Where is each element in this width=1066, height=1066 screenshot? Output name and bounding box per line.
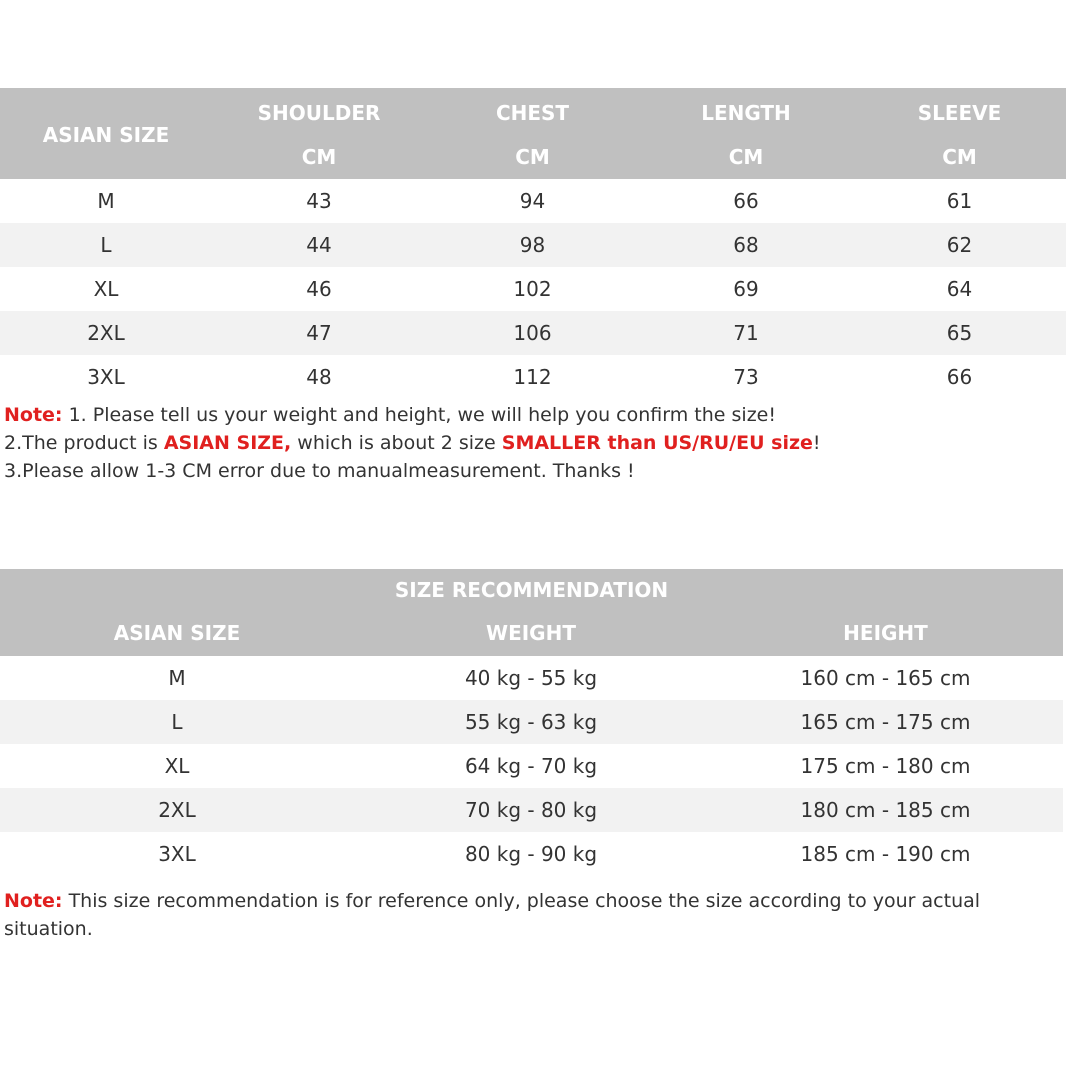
shoulder-cell: 47 — [212, 311, 426, 355]
col-header-asian-size: ASIAN SIZE — [42, 122, 170, 147]
table-row — [0, 700, 1063, 744]
size-cell: L — [0, 700, 354, 744]
length-cell: 71 — [639, 311, 853, 355]
table-row — [0, 788, 1063, 832]
size-notes — [4, 401, 1064, 485]
sleeve-cell: 64 — [946, 277, 973, 301]
chest-cell: 98 — [426, 223, 639, 267]
size-chart-table — [0, 88, 1066, 399]
smaller-size-highlight: SMALLER than US/RU/EU size — [501, 432, 813, 454]
unit-label: CM — [515, 145, 550, 169]
table-row — [0, 355, 1066, 399]
size-cell: M — [168, 666, 186, 690]
length-cell: 66 — [733, 189, 759, 213]
note-line-2 — [4, 429, 1064, 457]
chest-cell: 94 — [519, 189, 546, 213]
table-row — [0, 179, 1066, 223]
note-line-1 — [4, 401, 1064, 429]
height-cell: 180 cm - 185 cm — [708, 788, 1063, 832]
weight-cell: 40 kg - 55 kg — [464, 666, 598, 690]
col-header-height: HEIGHT — [843, 621, 928, 645]
recommendation-title: SIZE RECOMMENDATION — [394, 577, 669, 602]
size-cell: XL — [164, 754, 190, 778]
length-cell: 69 — [733, 277, 759, 301]
height-cell: 185 cm - 190 cm — [800, 842, 971, 866]
size-cell: 3XL — [87, 365, 125, 389]
table-row — [0, 311, 1066, 355]
size-cell: M — [97, 189, 115, 213]
sleeve-cell: 65 — [853, 311, 1066, 355]
recommendation-title-row — [0, 569, 1063, 610]
col-header-shoulder: SHOULDER — [257, 100, 381, 125]
col-header-length: LENGTH — [701, 100, 791, 125]
col-header-chest: CHEST — [495, 100, 570, 125]
note-line-3: 3.Please allow 1-3 CM error due to manualmeasurement. Thanks ! — [4, 460, 635, 482]
weight-cell: 55 kg - 63 kg — [354, 700, 708, 744]
note-text: 2.The product is — [4, 432, 164, 454]
note-text: ! — [812, 432, 821, 454]
table-row — [0, 656, 1063, 700]
length-cell: 73 — [733, 365, 759, 389]
chest-cell: 106 — [426, 311, 639, 355]
weight-cell: 70 kg - 80 kg — [354, 788, 708, 832]
shoulder-cell: 44 — [212, 223, 426, 267]
col-header-asian-size: ASIAN SIZE — [113, 621, 241, 645]
sleeve-cell: 66 — [946, 365, 973, 389]
size-cell: 2XL — [0, 788, 354, 832]
table-row — [0, 832, 1063, 876]
sleeve-cell: 62 — [853, 223, 1066, 267]
note-text: which is about 2 size — [291, 432, 502, 454]
note-label: Note: — [4, 890, 63, 912]
size-chart-header-row — [0, 88, 1066, 135]
chest-cell: 112 — [513, 365, 552, 389]
col-header-sleeve: SLEEVE — [917, 100, 1002, 125]
size-cell: 3XL — [158, 842, 196, 866]
recommendation-note — [4, 887, 1004, 943]
height-cell: 175 cm - 180 cm — [800, 754, 971, 778]
note-text: 1. Please tell us your weight and height, we will help you confirm the size! — [62, 404, 776, 426]
size-cell: L — [0, 223, 212, 267]
shoulder-cell: 43 — [306, 189, 332, 213]
weight-cell: 80 kg - 90 kg — [464, 842, 598, 866]
length-cell: 68 — [639, 223, 853, 267]
table-row — [0, 223, 1066, 267]
chest-cell: 102 — [513, 277, 552, 301]
recommendation-header-row — [0, 610, 1063, 656]
table-row — [0, 267, 1066, 311]
unit-label: CM — [728, 145, 764, 169]
weight-cell: 64 kg - 70 kg — [464, 754, 598, 778]
height-cell: 160 cm - 165 cm — [800, 666, 971, 690]
size-cell: 2XL — [0, 311, 212, 355]
size-recommendation-table — [0, 569, 1063, 876]
size-cell: XL — [93, 277, 119, 301]
note-label: Note: — [4, 404, 63, 426]
unit-label: CM — [942, 145, 977, 169]
table-row — [0, 744, 1063, 788]
col-header-weight: WEIGHT — [486, 621, 576, 645]
shoulder-cell: 46 — [306, 277, 332, 301]
note-text: This size recommendation is for reference only, please choose the size according to your actual situation. — [4, 890, 981, 940]
sleeve-cell: 61 — [946, 189, 973, 213]
asian-size-highlight: ASIAN SIZE, — [163, 432, 292, 454]
shoulder-cell: 48 — [306, 365, 332, 389]
height-cell: 165 cm - 175 cm — [708, 700, 1063, 744]
unit-label: CM — [301, 145, 337, 169]
